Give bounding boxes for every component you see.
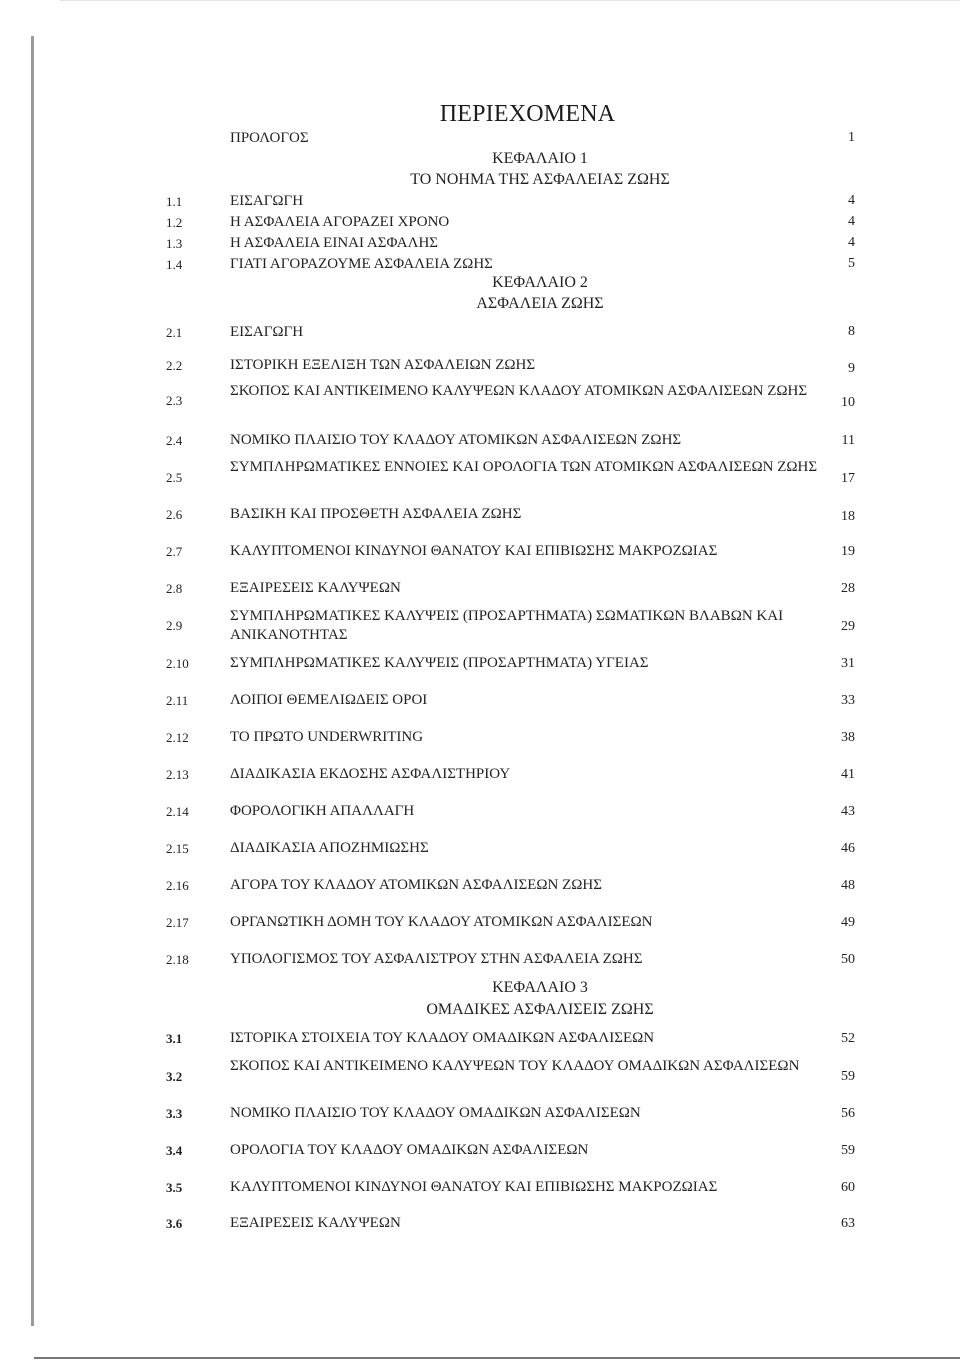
scan-edge-left	[31, 36, 34, 1326]
entry-title: ΝΟΜΙΚΟ ΠΛΑΙΣΙΟ ΤΟΥ ΚΛΑΔΟΥ ΑΤΟΜΙΚΩΝ ΑΣΦΑΛΙΣΕΩΝ ΖΩΗΣ	[230, 432, 682, 448]
entry-page: 28	[841, 581, 855, 596]
entry-title: ΕΞΑΙΡΕΣΕΙΣ ΚΑΛΥΨΕΩΝ	[230, 580, 401, 596]
entry-title: ΑΓΟΡΑ ΤΟΥ ΚΛΑΔΟΥ ΑΤΟΜΙΚΩΝ ΑΣΦΑΛΙΣΕΩΝ ΖΩΗΣ	[230, 877, 602, 893]
entry-number: 3.6	[166, 1216, 183, 1231]
entry-title: ΚΑΛΥΠΤΟΜΕΝΟΙ ΚΙΝΔΥΝΟΙ ΘΑΝΑΤΟΥ ΚΑΙ ΕΠΙΒΙΩΣΗΣ ΜΑΚΡΟΖΩΙΑΣ	[230, 1179, 718, 1195]
entry-number: 1.2	[166, 215, 183, 230]
entry-title: ΦΟΡΟΛΟΓΙΚΗ ΑΠΑΛΛΑΓΗ	[230, 803, 415, 819]
entry-title: ΟΡΟΛΟΓΙΑ ΤΟΥ ΚΛΑΔΟΥ ΟΜΑΔΙΚΩΝ ΑΣΦΑΛΙΣΕΩΝ	[230, 1142, 589, 1158]
entry-number: 2.17	[166, 915, 189, 930]
entry-page: 52	[841, 1031, 855, 1046]
entry-number: 1.3	[166, 236, 183, 251]
entry-page: 4	[848, 193, 855, 208]
entry-page: 4	[848, 235, 855, 250]
entry-title: ΚΑΛΥΠΤΟΜΕΝΟΙ ΚΙΝΔΥΝΟΙ ΘΑΝΑΤΟΥ ΚΑΙ ΕΠΙΒΙΩΣΗΣ ΜΑΚΡΟΖΩΙΑΣ	[230, 543, 718, 559]
entry-title: ΕΞΑΙΡΕΣΕΙΣ ΚΑΛΥΨΕΩΝ	[230, 1215, 401, 1231]
entry-number: 3.1	[166, 1031, 183, 1046]
entry-title: ΓΙΑΤΙ ΑΓΟΡΑΖΟΥΜΕ ΑΣΦΑΛΕΙΑ ΖΩΗΣ	[230, 256, 493, 272]
entry-title: ΣΥΜΠΛΗΡΩΜΑΤΙΚΕΣ ΕΝΝΟΙΕΣ ΚΑΙ ΟΡΟΛΟΓΙΑ ΤΩΝ ΑΤΟΜΙΚΩΝ ΑΣΦΑΛΙΣΕΩΝ ΖΩΗΣ	[230, 459, 818, 475]
entry-page: 5	[848, 256, 855, 271]
chapter-heading: ΚΕΦΑΛΑΙΟ 1	[492, 150, 588, 167]
entry-number: 3.3	[166, 1106, 183, 1121]
entry-number: 2.15	[166, 841, 189, 856]
chapter-subtitle: ΑΣΦΑΛΕΙΑ ΖΩΗΣ	[476, 295, 604, 312]
entry-number: 3.2	[166, 1069, 183, 1084]
entry-page: 60	[841, 1180, 855, 1195]
entry-page: 4	[848, 214, 855, 229]
entry-number: 2.8	[166, 581, 183, 596]
entry-number: 2.6	[166, 507, 183, 522]
entry-page: 38	[841, 730, 855, 745]
entry-page: 50	[841, 952, 855, 967]
entry-number: 1.4	[166, 257, 183, 272]
entry-page: 59	[841, 1143, 855, 1158]
entry-number: 2.1	[166, 325, 183, 340]
entry-title: ΒΑΣΙΚΗ ΚΑΙ ΠΡΟΣΘΕΤΗ ΑΣΦΑΛΕΙΑ ΖΩΗΣ	[230, 506, 522, 522]
entry-page: 8	[848, 324, 855, 339]
entry-title: ΔΙΑΔΙΚΑΣΙΑ ΑΠΟΖΗΜΙΩΣΗΣ	[230, 840, 429, 856]
entry-title: ΕΙΣΑΓΩΓΗ	[230, 193, 304, 209]
entry-title: ΟΡΓΑΝΩΤΙΚΗ ΔΟΜΗ ΤΟΥ ΚΛΑΔΟΥ ΑΤΟΜΙΚΩΝ ΑΣΦΑΛΙΣΕΩΝ	[230, 914, 653, 930]
entry-number: 3.5	[166, 1180, 183, 1195]
scan-edge-top	[60, 0, 960, 1]
entry-number: 2.16	[166, 878, 189, 893]
entry-number: 2.14	[166, 804, 189, 819]
entry-page: 17	[841, 471, 855, 486]
entry-page: 56	[841, 1106, 855, 1121]
entry-title: ΛΟΙΠΟΙ ΘΕΜΕΛΙΩΔΕΙΣ ΟΡΟΙ	[230, 692, 428, 708]
entry-number: 3.4	[166, 1143, 183, 1158]
entry-number: 2.10	[166, 656, 189, 671]
chapter-heading: ΚΕΦΑΛΑΙΟ 2	[492, 274, 588, 291]
entry-number: 1.1	[166, 194, 183, 209]
entry-title: ΣΥΜΠΛΗΡΩΜΑΤΙΚΕΣ ΚΑΛΥΨΕΙΣ (ΠΡΟΣΑΡΤΗΜΑΤΑ) ΥΓΕΙΑΣ	[230, 655, 649, 671]
page-title: ΠΕΡΙΕΧΟΜΕΝΑ	[439, 101, 616, 127]
entry-title: ΣΥΜΠΛΗΡΩΜΑΤΙΚΕΣ ΚΑΛΥΨΕΙΣ (ΠΡΟΣΑΡΤΗΜΑΤΑ) ΣΩΜΑΤΙΚΩΝ ΒΛΑΒΩΝ ΚΑΙ ΑΝΙΚΑΝΟΤΗΤΑΣ	[230, 608, 784, 643]
entry-title: ΥΠΟΛΟΓΙΣΜΟΣ ΤΟΥ ΑΣΦΑΛΙΣΤΡΟΥ ΣΤΗΝ ΑΣΦΑΛΕΙΑ ΖΩΗΣ	[230, 951, 643, 967]
entry-number: 2.12	[166, 730, 189, 745]
entry-title: ΕΙΣΑΓΩΓΗ	[230, 324, 304, 340]
entry-number: 2.2	[166, 358, 183, 373]
entry-title: ΤΟ ΠΡΩΤΟ UNDERWRITING	[230, 729, 424, 745]
entry-title: Η ΑΣΦΑΛΕΙΑ ΕΙΝΑΙ ΑΣΦΑΛΗΣ	[230, 235, 439, 251]
entry-title: ΝΟΜΙΚΟ ΠΛΑΙΣΙΟ ΤΟΥ ΚΛΑΔΟΥ ΟΜΑΔΙΚΩΝ ΑΣΦΑΛΙΣΕΩΝ	[230, 1105, 641, 1121]
entry-title: ΙΣΤΟΡΙΚΑ ΣΤΟΙΧΕΙΑ ΤΟΥ ΚΛΑΔΟΥ ΟΜΑΔΙΚΩΝ ΑΣΦΑΛΙΣΕΩΝ	[230, 1030, 655, 1046]
entry-page: 43	[841, 804, 855, 819]
entry-page: 31	[841, 656, 855, 671]
scan-edge-bottom	[34, 1357, 960, 1359]
entry-page: 18	[841, 509, 855, 524]
entry-page: 49	[841, 915, 855, 930]
entry-page: 48	[841, 878, 855, 893]
prologue-page: 1	[848, 130, 855, 145]
entry-page: 46	[841, 841, 855, 856]
entry-title: ΣΚΟΠΟΣ ΚΑΙ ΑΝΤΙΚΕΙΜΕΝΟ ΚΑΛΥΨΕΩΝ ΚΛΑΔΟΥ ΑΤΟΜΙΚΩΝ ΑΣΦΑΛΙΣΕΩΝ ΖΩΗΣ	[230, 383, 808, 399]
chapter-subtitle: ΟΜΑΔΙΚΕΣ ΑΣΦΑΛΙΣΕΙΣ ΖΩΗΣ	[426, 1001, 654, 1018]
entry-title: ΣΚΟΠΟΣ ΚΑΙ ΑΝΤΙΚΕΙΜΕΝΟ ΚΑΛΥΨΕΩΝ ΤΟΥ ΚΛΑΔΟΥ ΟΜΑΔΙΚΩΝ ΑΣΦΑΛΙΣΕΩΝ	[230, 1058, 800, 1074]
entry-page: 11	[841, 433, 855, 448]
prologue-label: ΠΡΟΛΟΓΟΣ	[230, 130, 309, 146]
entry-title: ΙΣΤΟΡΙΚΗ ΕΞΕΛΙΞΗ ΤΩΝ ΑΣΦΑΛΕΙΩΝ ΖΩΗΣ	[230, 357, 536, 373]
chapter-heading: ΚΕΦΑΛΑΙΟ 3	[492, 979, 588, 996]
entry-title: Η ΑΣΦΑΛΕΙΑ ΑΓΟΡΑΖΕΙ ΧΡΟΝΟ	[230, 214, 450, 230]
entry-page: 33	[841, 693, 855, 708]
entry-number: 2.11	[166, 693, 189, 708]
entry-number: 2.9	[166, 618, 183, 633]
entry-page: 10	[841, 395, 855, 410]
entry-page: 29	[841, 619, 855, 634]
entry-number: 2.3	[166, 393, 183, 408]
entry-number: 2.18	[166, 952, 189, 967]
entry-page: 41	[841, 767, 855, 782]
entry-number: 2.13	[166, 767, 189, 782]
entry-number: 2.7	[166, 544, 183, 559]
entry-page: 9	[848, 361, 855, 376]
entry-page: 59	[841, 1069, 855, 1084]
entry-title: ΔΙΑΔΙΚΑΣΙΑ ΕΚΔΟΣΗΣ ΑΣΦΑΛΙΣΤΗΡΙΟΥ	[230, 766, 511, 782]
entry-number: 2.4	[166, 433, 183, 448]
entry-number: 2.5	[166, 470, 183, 485]
entry-page: 63	[841, 1216, 855, 1231]
entry-page: 19	[841, 544, 855, 559]
chapter-subtitle: ΤΟ ΝΟΗΜΑ ΤΗΣ ΑΣΦΑΛΕΙΑΣ ΖΩΗΣ	[410, 171, 670, 188]
